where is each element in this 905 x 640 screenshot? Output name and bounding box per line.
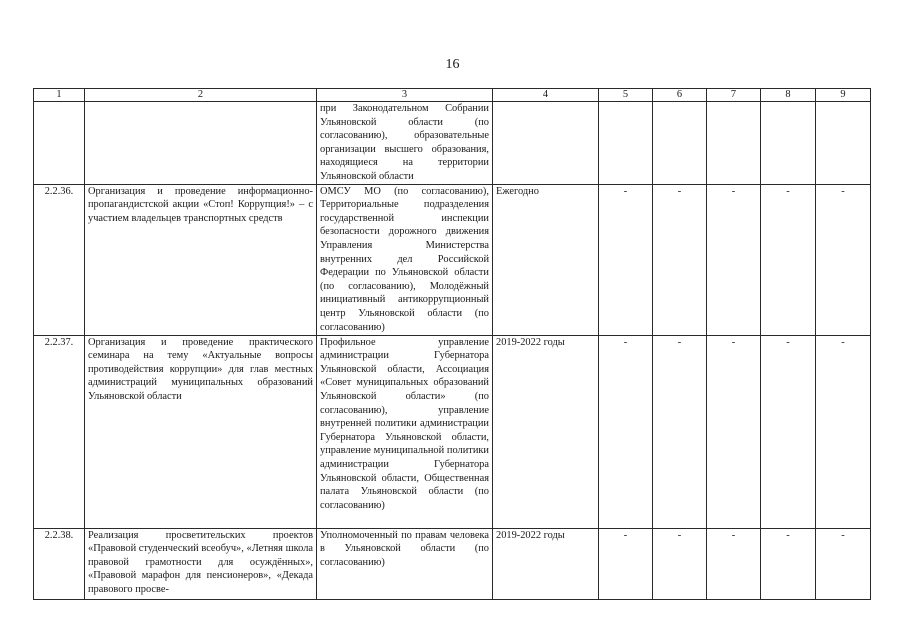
row-col-5: - [599, 184, 653, 335]
row-col-6: - [653, 335, 707, 528]
row-col-8: - [761, 528, 816, 599]
row-executors: ОМСУ МО (по согласованию), Территориальные подразделения государственной инспекции безопасности дорожного движения Управления Министерства внутренних дел Российской Федерации по Ульяновской области (по согласованию), Молодёжный инициативный антикоррупционный центр Ульяновской области (по согласованию) [317, 184, 493, 335]
row-number: 2.2.37. [34, 335, 85, 528]
row-activity: Организация и проведение практического семинара на тему «Актуальные вопросы противодействия коррупции» для глав местных администраций муниципальных образований Ульяновской области [85, 335, 317, 528]
row-col-9: - [816, 184, 871, 335]
activities-table [33, 88, 871, 600]
header-col-6: 6 [653, 89, 707, 102]
row-col-8: - [761, 335, 816, 528]
header-col-4: 4 [493, 89, 599, 102]
row-period: 2019-2022 годы [493, 335, 599, 528]
table-row [34, 528, 871, 599]
row-executors: при Законодательном Собрании Ульяновской области (по согласованию), образовательные организации высшего образования, находящиеся на территории Ульяновской области [317, 102, 493, 185]
row-col-6: - [653, 528, 707, 599]
table-header-row [34, 89, 871, 102]
row-activity [85, 102, 317, 185]
row-col-5: - [599, 528, 653, 599]
header-col-3: 3 [317, 89, 493, 102]
header-col-5: 5 [599, 89, 653, 102]
header-col-9: 9 [816, 89, 871, 102]
row-col-7: - [707, 184, 761, 335]
row-col-8 [761, 102, 816, 185]
row-col-8: - [761, 184, 816, 335]
row-col-7: - [707, 335, 761, 528]
table-row [34, 102, 871, 185]
row-col-7 [707, 102, 761, 185]
row-col-6: - [653, 184, 707, 335]
row-period [493, 102, 599, 185]
table-row [34, 184, 871, 335]
header-col-8: 8 [761, 89, 816, 102]
header-col-1: 1 [34, 89, 85, 102]
row-col-6 [653, 102, 707, 185]
row-executors: Профильное управление администрации Губернатора Ульяновской области, Ассоциация «Совет муниципальных образований Ульяновской области» (по согласованию), управление внутренней политики администрации Губернатора Ульяновской области, управление муниципальной политики администрации Губернатора Ульяновской области, Общественная палата Ульяновской области (по согласованию) [317, 335, 493, 528]
row-col-5: - [599, 335, 653, 528]
row-col-9: - [816, 528, 871, 599]
row-number: 2.2.36. [34, 184, 85, 335]
page-number: 16 [445, 57, 460, 72]
row-col-5 [599, 102, 653, 185]
table-row [34, 335, 871, 528]
row-col-7: - [707, 528, 761, 599]
header-col-7: 7 [707, 89, 761, 102]
row-col-9 [816, 102, 871, 185]
row-activity: Организация и проведение информационно-пропагандистской акции «Стоп! Коррупция!» – с участием владельцев транспортных средств [85, 184, 317, 335]
row-activity: Реализация просветительских проектов «Правовой студенческий всеобуч», «Летняя школа правовой грамотности для осуждённых», «Правовой марафон для пенсионеров», «Декада правового просве- [85, 528, 317, 599]
row-period: Ежегодно [493, 184, 599, 335]
row-number: 2.2.38. [34, 528, 85, 599]
row-period: 2019-2022 годы [493, 528, 599, 599]
row-executors: Уполномоченный по правам человека в Ульяновской области (по согласованию) [317, 528, 493, 599]
header-col-2: 2 [85, 89, 317, 102]
row-col-9: - [816, 335, 871, 528]
row-number [34, 102, 85, 185]
